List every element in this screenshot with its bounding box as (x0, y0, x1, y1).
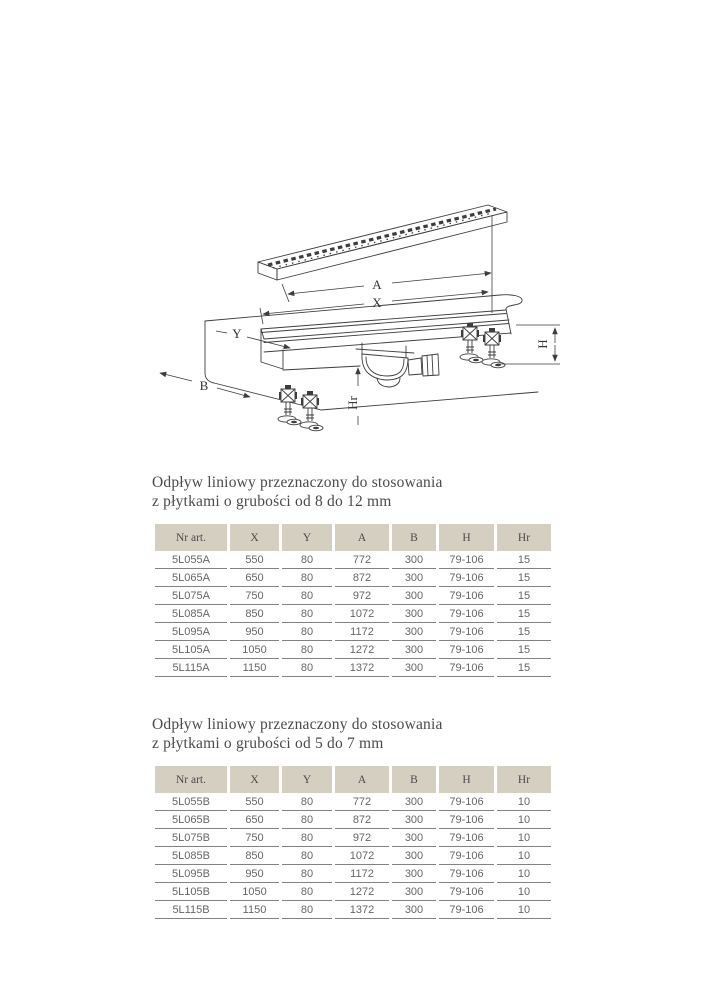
table-cell: 79-106 (439, 883, 494, 901)
siphon-trap (356, 343, 439, 387)
grate-slots (268, 209, 496, 265)
table-row (155, 793, 551, 811)
section-title (152, 474, 553, 511)
table-cell: 950 (230, 623, 279, 641)
table-cell: 80 (282, 811, 332, 829)
dimension-label-y: Y (232, 326, 242, 341)
table-cell: 5L105A (155, 641, 227, 659)
table-cell: 1150 (230, 659, 279, 677)
table-cell: 15 (497, 587, 551, 605)
table-cell: 80 (282, 829, 332, 847)
table-cell: 5L065B (155, 811, 227, 829)
table-cell: 300 (392, 587, 436, 605)
column-header: H (439, 524, 494, 551)
table-row (155, 587, 551, 605)
table-cell: 79-106 (439, 793, 494, 811)
table-cell: 300 (392, 551, 436, 569)
spec-table (152, 766, 554, 919)
column-header: B (392, 524, 436, 551)
table-cell: 650 (230, 569, 279, 587)
table-cell: 80 (282, 659, 332, 677)
table-row (155, 883, 551, 901)
column-header: Nr art. (155, 524, 227, 551)
table-cell: 80 (282, 901, 332, 919)
column-header: X (230, 524, 279, 551)
table-cell: 80 (282, 569, 332, 587)
table-cell: 10 (497, 865, 551, 883)
section-tiles-8-12 (152, 474, 553, 677)
table-cell: 300 (392, 811, 436, 829)
column-header: H (439, 766, 494, 793)
header-row (155, 766, 551, 793)
table-cell: 300 (392, 641, 436, 659)
table-cell: 79-106 (439, 829, 494, 847)
table-cell: 15 (497, 641, 551, 659)
table-cell: 80 (282, 605, 332, 623)
table-cell: 80 (282, 793, 332, 811)
table-cell: 1050 (230, 883, 279, 901)
column-header: Hr (497, 524, 551, 551)
table-cell: 80 (282, 865, 332, 883)
column-header: A (335, 524, 389, 551)
dimension-label-h: H (535, 339, 550, 349)
table-cell: 80 (282, 587, 332, 605)
table-cell: 5L095A (155, 623, 227, 641)
table-cell: 1072 (335, 605, 389, 623)
section-title-line2: z płytkami o grubości od 8 do 12 mm (152, 492, 392, 510)
table-cell: 15 (497, 569, 551, 587)
table-cell: 1372 (335, 901, 389, 919)
table-cell: 1072 (335, 847, 389, 865)
table-cell: 80 (282, 883, 332, 901)
column-header: A (335, 766, 389, 793)
dimension-label-x: X (372, 295, 382, 310)
table-cell: 5L105B (155, 883, 227, 901)
table-cell: 5L095B (155, 865, 227, 883)
table-cell: 1150 (230, 901, 279, 919)
column-header: X (230, 766, 279, 793)
table-cell: 300 (392, 793, 436, 811)
table-cell: 1272 (335, 883, 389, 901)
table-cell: 79-106 (439, 605, 494, 623)
table-cell: 79-106 (439, 569, 494, 587)
header-row (155, 524, 551, 551)
table-cell: 1172 (335, 865, 389, 883)
table-cell: 300 (392, 847, 436, 865)
table-cell: 300 (392, 569, 436, 587)
table-cell: 15 (497, 605, 551, 623)
table-cell: 300 (392, 829, 436, 847)
section-tiles-5-7 (152, 716, 553, 919)
table-cell: 850 (230, 847, 279, 865)
table-cell: 5L055A (155, 551, 227, 569)
grate-slot-dots (273, 213, 492, 268)
table-cell: 300 (392, 623, 436, 641)
table-cell: 10 (497, 829, 551, 847)
table-cell: 750 (230, 829, 279, 847)
table-cell: 79-106 (439, 551, 494, 569)
table-cell: 80 (282, 641, 332, 659)
table-cell: 79-106 (439, 623, 494, 641)
technical-drawing (140, 182, 570, 437)
table-cell: 300 (392, 605, 436, 623)
table-row (155, 623, 551, 641)
table-cell: 5L055B (155, 793, 227, 811)
outlet-pipe (408, 358, 422, 375)
table-cell: 15 (497, 551, 551, 569)
table-cell: 5L075B (155, 829, 227, 847)
column-header: Y (282, 766, 332, 793)
table-cell: 79-106 (439, 811, 494, 829)
table-cell: 5L085B (155, 847, 227, 865)
section-title (152, 716, 553, 753)
table-cell: 1272 (335, 641, 389, 659)
table-cell: 300 (392, 883, 436, 901)
table-cell: 80 (282, 551, 332, 569)
table-cell: 10 (497, 847, 551, 865)
column-header: B (392, 766, 436, 793)
table-cell: 1172 (335, 623, 389, 641)
table-cell: 300 (392, 659, 436, 677)
table-cell: 1372 (335, 659, 389, 677)
column-header: Nr art. (155, 766, 227, 793)
dimension-label-b: B (199, 378, 209, 393)
table-row (155, 847, 551, 865)
table-cell: 79-106 (439, 641, 494, 659)
table-cell: 5L065A (155, 569, 227, 587)
grate-cover (258, 205, 507, 280)
dimension-label-a: A (372, 277, 382, 292)
table-cell: 5L075A (155, 587, 227, 605)
section-title-line1: Odpływ liniowy przeznaczony do stosowania (152, 474, 443, 491)
table-cell: 10 (497, 901, 551, 919)
table-row (155, 811, 551, 829)
table-row (155, 605, 551, 623)
table-row (155, 901, 551, 919)
table-cell: 850 (230, 605, 279, 623)
table-row (155, 569, 551, 587)
table-cell: 772 (335, 793, 389, 811)
table-cell: 550 (230, 551, 279, 569)
table-cell: 79-106 (439, 659, 494, 677)
table-row (155, 659, 551, 677)
table-cell: 10 (497, 811, 551, 829)
table-cell: 80 (282, 847, 332, 865)
column-header: Hr (497, 766, 551, 793)
table-cell: 79-106 (439, 847, 494, 865)
table-cell: 750 (230, 587, 279, 605)
table-cell: 15 (497, 623, 551, 641)
table-cell: 5L115B (155, 901, 227, 919)
dimension-label-hr: Hr (345, 396, 360, 410)
table-cell: 300 (392, 865, 436, 883)
table-cell: 80 (282, 623, 332, 641)
section-title-line1: Odpływ liniowy przeznaczony do stosowania (152, 716, 443, 733)
table-cell: 15 (497, 659, 551, 677)
table-cell: 5L115A (155, 659, 227, 677)
table-row (155, 641, 551, 659)
table-cell: 79-106 (439, 865, 494, 883)
break-line (500, 295, 522, 309)
table-cell: 550 (230, 793, 279, 811)
table-row (155, 865, 551, 883)
table-cell: 972 (335, 829, 389, 847)
table-row (155, 551, 551, 569)
table-cell: 872 (335, 811, 389, 829)
spec-table (152, 524, 554, 677)
table-cell: 1050 (230, 641, 279, 659)
table-cell: 300 (392, 901, 436, 919)
table-cell: 79-106 (439, 587, 494, 605)
table-cell: 10 (497, 793, 551, 811)
table-cell: 772 (335, 551, 389, 569)
column-header: Y (282, 524, 332, 551)
table-cell: 872 (335, 569, 389, 587)
table-cell: 79-106 (439, 901, 494, 919)
table-row (155, 829, 551, 847)
table-cell: 972 (335, 587, 389, 605)
section-title-line2: z płytkami o grubości od 5 do 7 mm (152, 734, 384, 752)
table-cell: 650 (230, 811, 279, 829)
table-cell: 950 (230, 865, 279, 883)
table-cell: 10 (497, 883, 551, 901)
table-cell: 5L085A (155, 605, 227, 623)
